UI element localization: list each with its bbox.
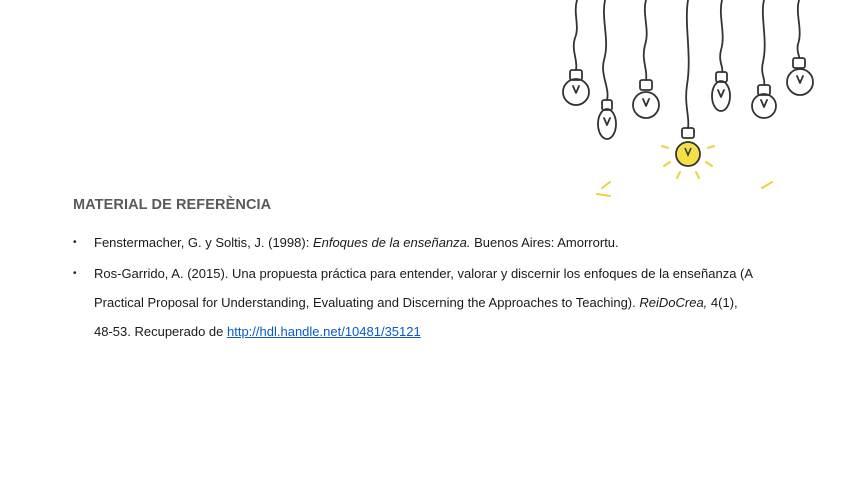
reference-title: Enfoques de la enseñanza. xyxy=(312,235,471,250)
hanging-light-bulbs-illustration xyxy=(540,0,840,205)
reference-authors: Fenstermacher, G. y Soltis, J. (1998): xyxy=(94,235,310,250)
reference-text: Ros-Garrido, A. (2015). Una propuesta práctica para entender, valorar y discernir los enfoques de la enseñanza (A Practical Proposal for Understanding, Evaluating and Discerning the Approaches to Teaching). xyxy=(94,266,753,310)
reference-item xyxy=(73,228,753,257)
reference-journal: ReiDoCrea, xyxy=(639,295,708,310)
reference-details: 4(1), 48-53. Recuperado de xyxy=(94,295,738,339)
reference-list xyxy=(73,228,753,346)
reference-link[interactable]: http://hdl.handle.net/10481/35121 xyxy=(227,324,421,339)
bullet: • xyxy=(73,268,77,279)
bullet: • xyxy=(73,237,77,248)
reference-item xyxy=(73,259,753,346)
reference-publisher: Buenos Aires: Amorrortu. xyxy=(474,235,619,250)
section-heading: MATERIAL DE REFERÈNCIA xyxy=(73,197,272,213)
